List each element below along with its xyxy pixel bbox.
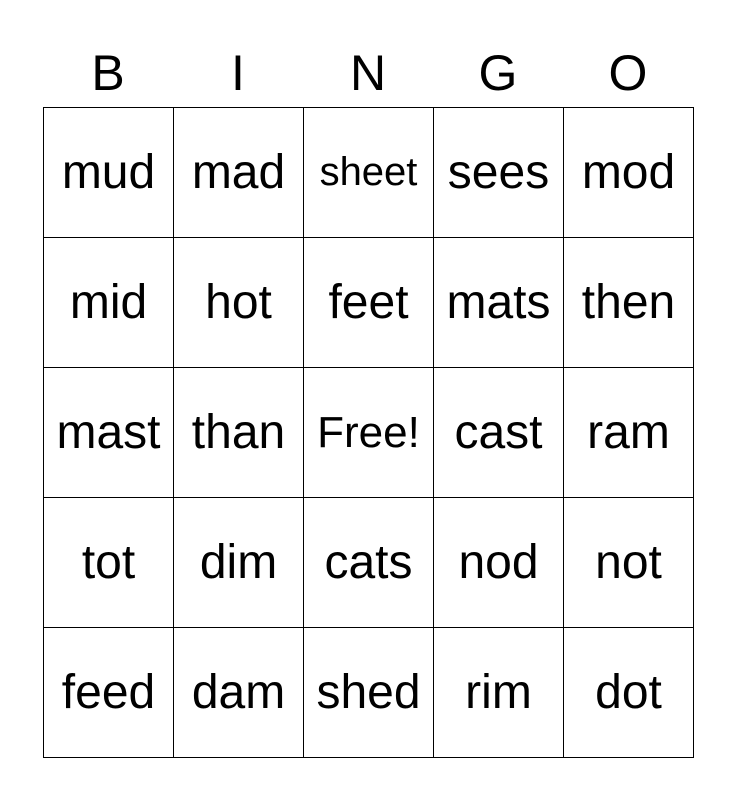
- bingo-cell[interactable]: dam: [174, 628, 304, 758]
- bingo-cell[interactable]: not: [564, 498, 694, 628]
- bingo-cell[interactable]: nod: [434, 498, 564, 628]
- header-letter-b: B: [91, 45, 125, 101]
- bingo-card: [43, 40, 693, 758]
- bingo-grid: [43, 107, 694, 758]
- bingo-cell[interactable]: hot: [174, 238, 304, 368]
- bingo-cell[interactable]: mod: [564, 108, 694, 238]
- header-letter-g: G: [478, 45, 518, 101]
- header-letter-i: I: [231, 45, 245, 101]
- free-space-cell[interactable]: Free!: [304, 368, 434, 498]
- bingo-cell[interactable]: cats: [304, 498, 434, 628]
- bingo-cell[interactable]: feet: [304, 238, 434, 368]
- header-letter-o: O: [608, 45, 648, 101]
- bingo-cell[interactable]: mid: [44, 238, 174, 368]
- bingo-cell[interactable]: mad: [174, 108, 304, 238]
- bingo-cell[interactable]: dot: [564, 628, 694, 758]
- bingo-cell[interactable]: tot: [44, 498, 174, 628]
- bingo-cell[interactable]: mud: [44, 108, 174, 238]
- bingo-cell[interactable]: ram: [564, 368, 694, 498]
- bingo-cell[interactable]: shed: [304, 628, 434, 758]
- bingo-cell[interactable]: dim: [174, 498, 304, 628]
- bingo-cell[interactable]: rim: [434, 628, 564, 758]
- bingo-cell[interactable]: sees: [434, 108, 564, 238]
- bingo-cell[interactable]: cast: [434, 368, 564, 498]
- bingo-cell[interactable]: feed: [44, 628, 174, 758]
- bingo-cell[interactable]: sheet: [304, 108, 434, 238]
- bingo-cell[interactable]: mast: [44, 368, 174, 498]
- bingo-cell[interactable]: then: [564, 238, 694, 368]
- header-letter-n: N: [349, 45, 387, 101]
- bingo-cell[interactable]: mats: [434, 238, 564, 368]
- bingo-cell[interactable]: than: [174, 368, 304, 498]
- bingo-header: [43, 40, 693, 107]
